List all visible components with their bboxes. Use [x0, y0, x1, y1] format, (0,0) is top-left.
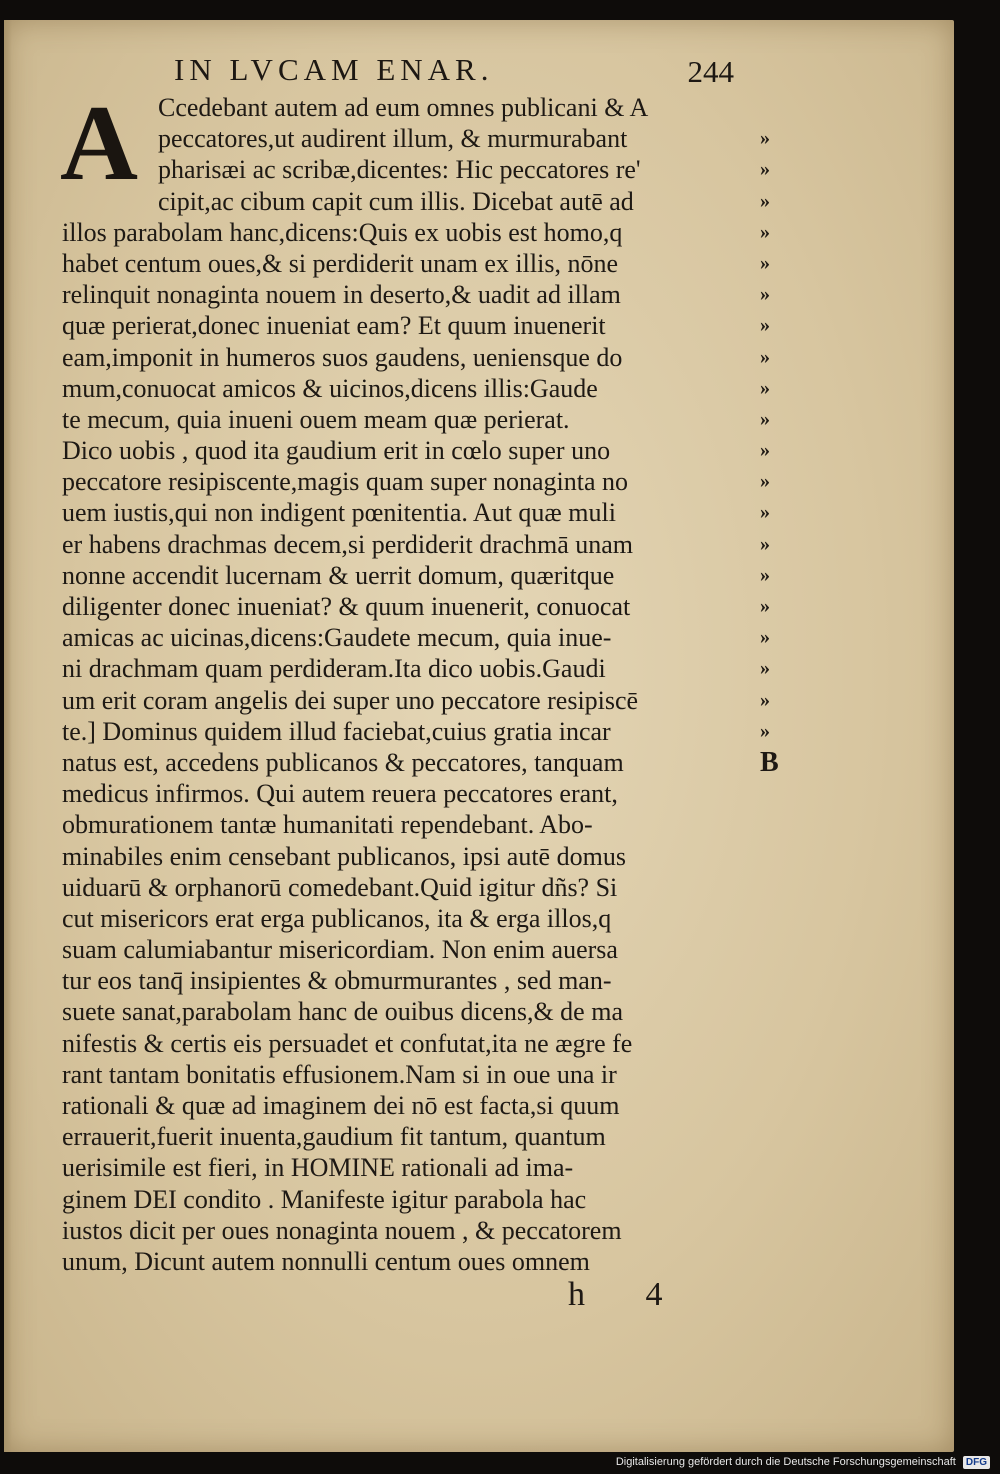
text-line: errauerit,fuerit inuenta,gaudium fit tantum, quantum — [62, 1122, 606, 1152]
text-line: tur eos tanq̄ insipientes & obmurmurantes , sed man- — [62, 966, 612, 996]
text-line: pharisæi ac scribæ,dicentes: Hic peccatores re' — [158, 155, 641, 185]
margin-mark: » — [760, 283, 770, 306]
margin-mark: » — [760, 532, 770, 555]
margin-mark: » — [760, 189, 770, 212]
text-line: nonne accendit lucernam & uerrit domum, quæritque — [62, 560, 615, 590]
text-line: uiduarū & orphanorū comedebant.Quid igitur dñs? Si — [62, 872, 618, 902]
margin-mark: » — [760, 251, 770, 274]
text-line: rationali & quæ ad imaginem dei nō est facta,si quum — [62, 1091, 620, 1120]
page-number: 244 — [687, 54, 734, 89]
text-line: amicas ac uicinas,dicens:Gaudete mecum, quia inue- — [62, 623, 612, 653]
margin-mark: » — [760, 376, 770, 399]
text-line: cipit,ac cibum capit cum illis. Dicebat autē ad — [158, 186, 634, 216]
margin-mark: » — [760, 595, 770, 617]
text-line: unum, Dicunt autem nonnulli centum oues omnem — [62, 1246, 590, 1276]
margin-mark: » — [760, 127, 770, 150]
text-line: minabiles enim censebant publicanos, ipsi autē domus — [62, 841, 626, 871]
text-line: cut misericors erat erga publicanos, ita & erga illos,q — [62, 903, 612, 933]
text-line: te.] Dominus quidem illud faciebat,cuius gratia incar — [62, 716, 611, 746]
text-line: suam calumiabantur misericordiam. Non enim auersa — [62, 935, 618, 965]
signature-mark: h 4 — [568, 1276, 663, 1313]
text-line: peccatore resipiscente,magis quam super nonaginta no — [62, 467, 629, 497]
text-line: ni drachmam quam perdideram.Ita dico uobis.Gaudi — [62, 654, 606, 684]
text-line: illos parabolam hanc,dicens:Quis ex uobis est homo,q — [62, 217, 623, 247]
text-line: natus est, accedens publicanos & peccatores, tanquam — [62, 747, 624, 777]
text-line: habet centum oues,& si perdiderit unam ex illis, nōne — [62, 248, 618, 278]
margin-mark: » — [760, 719, 770, 742]
page-header — [174, 52, 734, 92]
body-text — [60, 84, 752, 1277]
margin-mark — [760, 92, 800, 123]
text-line: Dico uobis , quod ita gaudium erit in cœlo super uno — [62, 436, 611, 466]
drop-cap: A — [60, 84, 138, 203]
text-line: suete sanat,parabolam hanc de ouibus dicens,& de ma — [62, 997, 623, 1027]
margin-mark: » — [760, 501, 770, 524]
text-line: rant tantam bonitatis effusionem.Nam si in oue una ir — [62, 1059, 617, 1089]
text-line: nifestis & certis eis persuadet et confutat,ita ne ægre fe — [62, 1028, 633, 1058]
margin-mark: » — [760, 220, 770, 243]
margin-mark: B — [760, 746, 779, 778]
text-line: quæ perierat,donec inueniat eam? Et quum inuenerit — [62, 311, 606, 341]
margin-mark: » — [760, 688, 770, 711]
margin-marks — [760, 92, 800, 778]
text-line: ginem DEI condito . Manifeste igitur parabola hac — [62, 1184, 587, 1214]
text-line: uem iustis,qui non indigent pœnitentia. Aut quæ muli — [62, 498, 616, 528]
text-line: diligenter donec inueniat? & quum inuenerit, conuocat — [62, 592, 631, 621]
text-line: uerisimile est fieri, in HOMINE rationali ad ima- — [62, 1153, 574, 1183]
margin-mark: » — [760, 314, 770, 337]
dfg-logo: DFG — [963, 1456, 990, 1469]
margin-mark: » — [760, 657, 770, 680]
text-line: relinquit nonaginta nouem in deserto,& uadit ad illam — [62, 280, 621, 310]
margin-mark: » — [760, 439, 770, 462]
text-line: Ccedebant autem ad eum omnes publicani & A — [158, 93, 649, 122]
text-line: peccatores,ut audirent illum, & murmurabant — [158, 124, 628, 154]
text-line: obmurationem tantæ humanitati rependebant. Abo- — [62, 810, 593, 840]
digitization-credit — [616, 1456, 990, 1469]
credit-text: Digitalisierung gefördert durch die Deutsche Forschungsgemeinschaft — [615, 1456, 956, 1468]
text-line: er habens drachmas decem,si perdiderit drachmā unam — [62, 529, 634, 559]
text-line: iustos dicit per oues nonaginta nouem , & peccatorem — [62, 1215, 622, 1245]
text-line: te mecum, quia inueni ouem meam quæ perierat. — [62, 404, 570, 434]
margin-mark: » — [760, 407, 770, 430]
text-line: um erit coram angelis dei super uno peccatore resipiscē — [62, 685, 639, 715]
margin-mark: » — [760, 470, 770, 493]
running-head: IN LVCAM ENAR. — [174, 52, 494, 87]
margin-mark: » — [760, 626, 770, 649]
text-line: eam,imponit in humeros suos gaudens, ueniensque do — [62, 342, 623, 372]
margin-mark: » — [760, 345, 770, 368]
margin-mark: » — [760, 563, 770, 586]
page-edge-shadow — [4, 20, 12, 1452]
text-line: mum,conuocat amicos & uicinos,dicens illis:Gaude — [62, 373, 598, 403]
text-line: medicus infirmos. Qui autem reuera peccatores erant, — [62, 779, 618, 809]
margin-mark: » — [760, 158, 770, 181]
